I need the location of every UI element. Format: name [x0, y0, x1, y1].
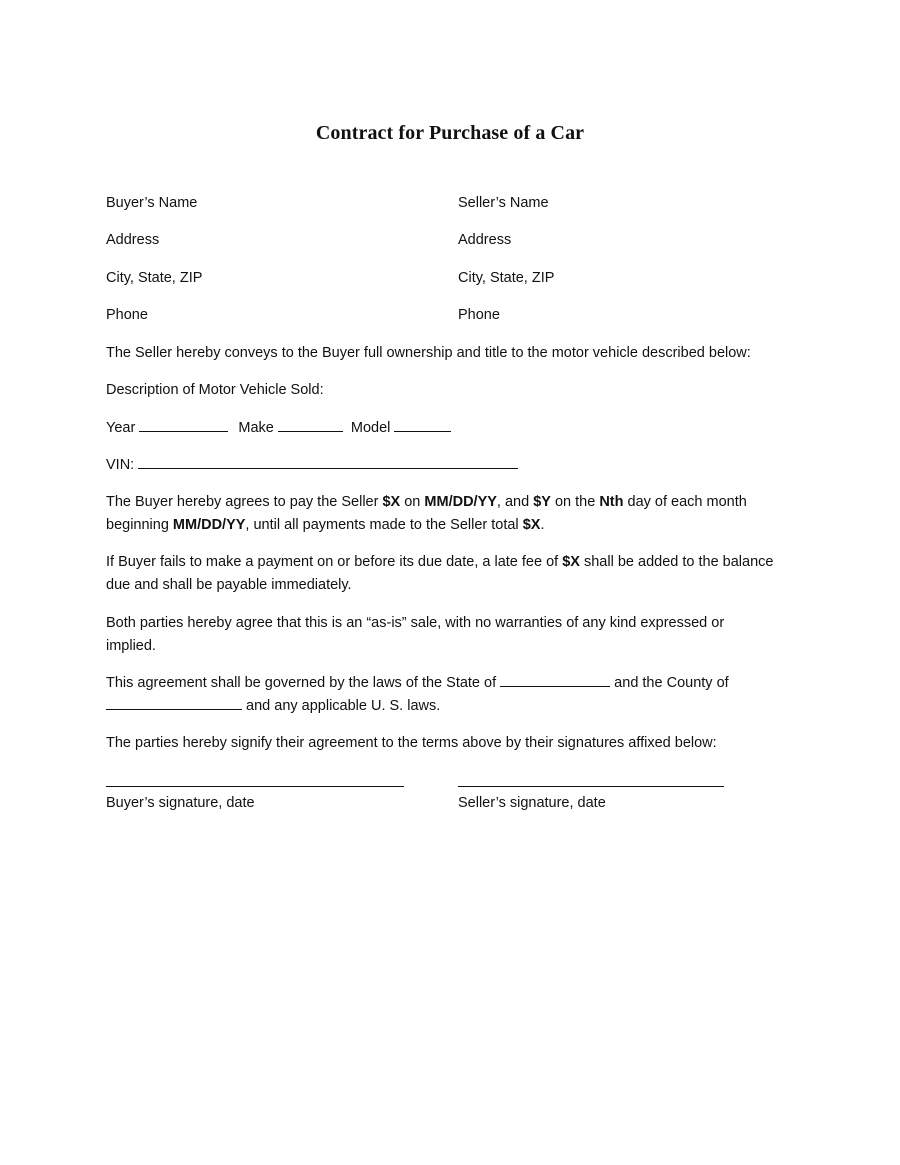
payment-text: on the	[550, 494, 600, 510]
as-is-paragraph: Both parties hereby agree that this is an “as-is” sale, with no warranties of any kind expressed or implied.	[106, 615, 725, 654]
vin-label: VIN:	[106, 457, 135, 473]
seller-phone-label: Phone	[458, 307, 500, 323]
payment-amount-y: $Y	[533, 494, 551, 510]
payment-text: .	[540, 516, 545, 533]
payment-text: on	[400, 494, 425, 510]
buyer-phone-label: Phone	[106, 307, 148, 323]
document-title: Contract for Purchase of a Car	[315, 122, 585, 144]
payment-terms-paragraph	[106, 491, 796, 536]
year-blank[interactable]	[139, 417, 228, 432]
late-fee-paragraph	[106, 551, 796, 596]
payment-day-n: Nth	[599, 494, 624, 510]
payment-text: The Buyer hereby agrees to pay the Seller	[106, 494, 383, 510]
buyer-city-label: City, State, ZIP	[106, 270, 203, 286]
late-fee-amount: $X	[562, 554, 580, 570]
payment-text: , and	[496, 494, 534, 510]
vehicle-details-line	[106, 417, 451, 439]
state-blank[interactable]	[500, 672, 610, 687]
buyer-name-label: Buyer’s Name	[106, 195, 198, 211]
vin-blank[interactable]	[138, 454, 518, 469]
payment-total-x: $X	[522, 516, 541, 533]
buyer-signature-label: Buyer’s signature, date	[106, 795, 255, 811]
seller-signature-label: Seller’s signature, date	[458, 795, 606, 811]
payment-text: day of each month beginning	[106, 494, 747, 533]
governing-law-text: This agreement shall be governed by the laws of the State of	[106, 675, 501, 691]
year-label: Year	[106, 420, 136, 436]
late-fee-text: shall be added to the balance due and shall be payable immediately.	[106, 554, 774, 593]
make-blank[interactable]	[278, 417, 343, 432]
buyer-signature-line[interactable]	[106, 786, 404, 787]
model-label: Model	[350, 420, 391, 436]
make-label: Make	[238, 420, 274, 436]
governing-law-text: and any applicable U. S. laws.	[242, 697, 441, 714]
model-blank[interactable]	[394, 417, 451, 432]
seller-signature-line[interactable]	[458, 786, 724, 787]
payment-begin-date: MM/DD/YY	[172, 516, 246, 533]
conveyance-text: The Seller hereby conveys to the Buyer full ownership and title to the motor vehicle described below:	[106, 345, 751, 361]
vehicle-description-label: Description of Motor Vehicle Sold:	[106, 382, 324, 398]
governing-law-paragraph	[106, 672, 796, 717]
buyer-address-label: Address	[106, 232, 160, 248]
payment-text: , until all payments made to the Seller total	[245, 516, 523, 533]
governing-law-text: and the County of	[610, 675, 729, 691]
seller-address-label: Address	[458, 232, 512, 248]
signify-text: The parties hereby signify their agreement to the terms above by their signatures affixed below:	[106, 735, 717, 751]
payment-first-date: MM/DD/YY	[424, 494, 497, 510]
seller-name-label: Seller’s Name	[458, 195, 549, 211]
late-fee-text: If Buyer fails to make a payment on or before its due date, a late fee of	[106, 554, 563, 570]
county-blank[interactable]	[106, 695, 242, 710]
vin-line	[106, 454, 518, 476]
seller-city-label: City, State, ZIP	[458, 270, 555, 286]
payment-amount-x: $X	[382, 494, 401, 510]
